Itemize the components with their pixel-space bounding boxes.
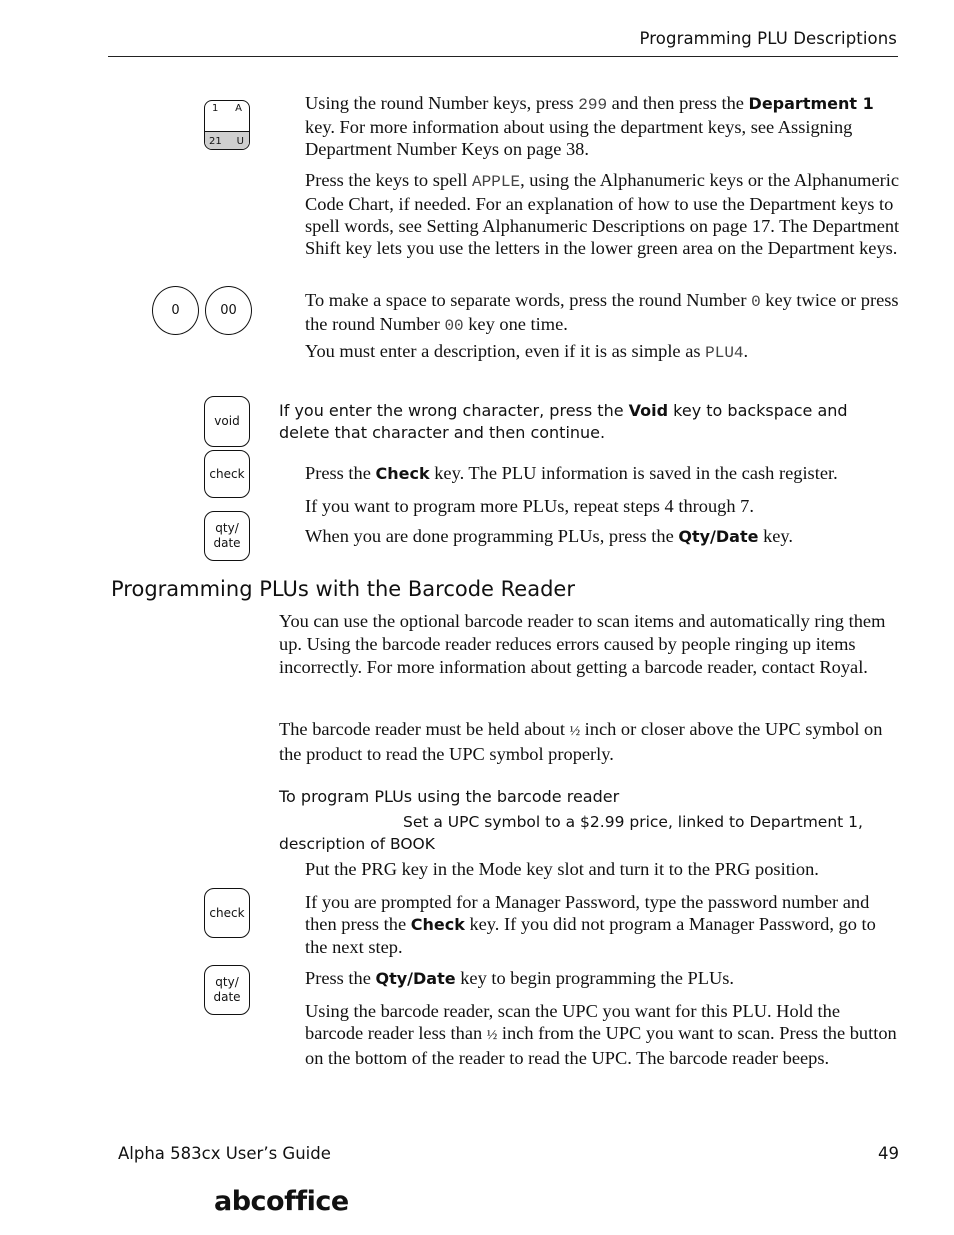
check-key-icon-2: check xyxy=(204,888,250,938)
step-begin-programming: Press the Qty/Date key to begin programming the PLUs. xyxy=(305,968,734,988)
procedure-title: To program PLUs using the barcode reader xyxy=(279,787,620,806)
step-spell-description: Press the keys to spell APPLE, using the Alphanumeric keys or the Alphanumeric Code Chart, if needed. For an explanation of how to use the Department keys to spell words, see Setting Alphanumeric Descriptions on page 17. The Department Shift key lets you use the letters in the lower green area on the Department keys. xyxy=(305,170,900,258)
step-press-check: Press the Check key. The PLU information is saved in the cash register. xyxy=(305,463,838,483)
barcode-distance-paragraph: The barcode reader must be held about ½ inch or closer above the UPC symbol on the product to read the UPC symbol properly. xyxy=(279,719,883,764)
step-prg-key: Put the PRG key in the Mode key slot and turn it to the PRG position. xyxy=(305,859,819,879)
running-header: Programming PLU Descriptions xyxy=(639,29,897,48)
void-note: If you enter the wrong character, press the Void key to backspace and delete that character and then continue. xyxy=(279,401,848,442)
step-scan-upc: Using the barcode reader, scan the UPC you want for this PLU. Hold the barcode reader less than ½ inch from the UPC you want to scan. Press the button on the bottom of the reader to read the UPC. The barcode reader beeps. xyxy=(305,1001,897,1068)
step-manager-password: If you are prompted for a Manager Password, type the password number and then press the Check key. If you did not program a Manager Password, go to the next step. xyxy=(305,892,876,957)
page-number: 49 xyxy=(878,1144,899,1163)
qty-date-key-icon-2: qty/ date xyxy=(204,965,250,1015)
section-heading: Programming PLUs with the Barcode Reader xyxy=(111,577,575,601)
dept-key-bottom-left: 21 xyxy=(209,136,222,147)
number-zero-key-icon: 0 xyxy=(152,286,199,335)
check-key-icon: check xyxy=(204,450,250,498)
number-double-zero-key-icon: 00 xyxy=(205,286,252,335)
void-key-icon: void xyxy=(204,396,250,447)
procedure-example: Set a UPC symbol to a $2.99 price, linked to Department 1, description of BOOK xyxy=(279,813,863,853)
step-department-key: Using the round Number keys, press 299 and then press the Department 1 key. For more information about using the department keys, see Assigning Department Number Keys on page 38. xyxy=(305,93,874,159)
step-press-qty-date: When you are done programming PLUs, press the Qty/Date key. xyxy=(305,526,794,546)
step-space-separator: To make a space to separate words, press the round Number 0 key twice or press the round Number 00 key one time. xyxy=(305,290,899,335)
step-description-required: You must enter a description, even if it is as simple as PLU4. xyxy=(305,341,749,362)
dept-key-top-right: A xyxy=(235,103,242,114)
qty-date-key-icon: qty/ date xyxy=(204,511,250,561)
barcode-intro-paragraph: You can use the optional barcode reader to scan items and automatically ring them up. Using the barcode reader reduces errors caused by people ringing up items incorrectly. For more information about getting a barcode reader, contact Royal. xyxy=(279,611,886,677)
footer-title: Alpha 583cx User’s Guide xyxy=(118,1144,331,1163)
abcoffice-logo: abcoffice xyxy=(214,1186,349,1217)
dept-key-bottom-right: U xyxy=(236,136,244,147)
department-key-icon xyxy=(204,100,250,150)
step-repeat: If you want to program more PLUs, repeat steps 4 through 7. xyxy=(305,496,754,516)
dept-key-top-left: 1 xyxy=(212,103,219,114)
header-rule xyxy=(108,56,898,57)
